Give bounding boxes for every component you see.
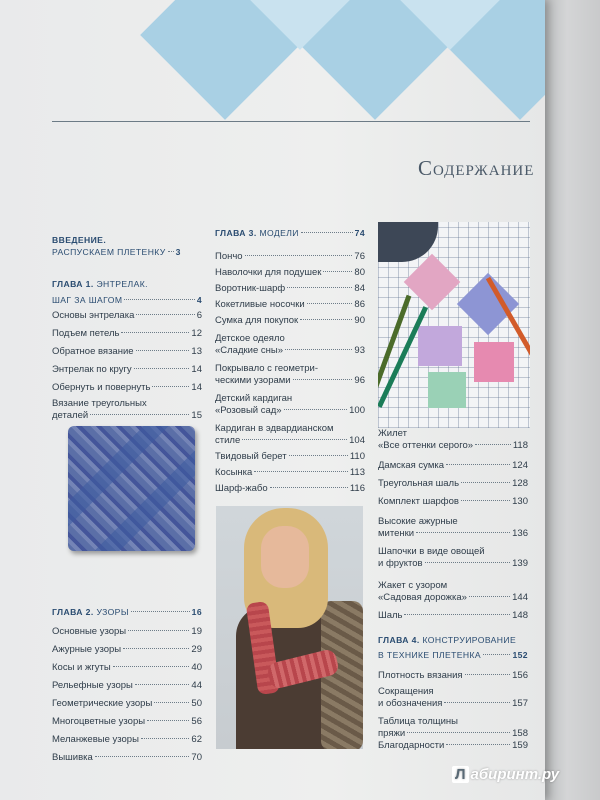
toc-entry: Плотность вязания 156 xyxy=(378,670,528,681)
ch3-item: Кокетливые носочки 86 xyxy=(215,299,365,310)
ch1-item: Обратное вязание 13 xyxy=(52,346,202,357)
toc-chapter-2: ГЛАВА 2. УЗОРЫ 16 xyxy=(52,607,202,617)
ch1-item: Основы энтрелака 6 xyxy=(52,310,202,321)
ch2-item: Косы и жгуты 40 xyxy=(52,662,202,673)
toc-entry: Таблица толщины пряжи 158 xyxy=(378,716,528,739)
ch2-item: Многоцветные узоры 56 xyxy=(52,716,202,727)
header-rule xyxy=(52,121,530,122)
toc-entry: Шаль 148 xyxy=(378,610,528,621)
ch2-item: Ажурные узоры 29 xyxy=(52,644,202,655)
ch3-item: Косынка 113 xyxy=(215,467,365,478)
ch3-item: Твидовый берет 110 xyxy=(215,451,365,462)
chart-pencils-image xyxy=(378,222,530,428)
ch1-item: Обернуть и повернуть 14 xyxy=(52,382,202,393)
ch3-item: Наволочки для подушек 80 xyxy=(215,267,365,278)
toc-entry: Благодарности 159 xyxy=(378,740,528,751)
page-title: Содержание xyxy=(418,156,535,180)
ch2-item: Основные узоры 19 xyxy=(52,626,202,637)
ch3-item: Воротник-шарф 84 xyxy=(215,283,365,294)
ch3-item: Покрывало с геометри- ческими узорами 96 xyxy=(215,363,365,386)
watermark-logo: Л абиринт.ру xyxy=(452,766,559,783)
ch2-item: Вышивка 70 xyxy=(52,752,202,763)
toc-entry: Жилет «Все оттенки серого» 118 xyxy=(378,428,528,451)
ch1-item: Вязание треугольных деталей 15 xyxy=(52,398,202,421)
toc-entry: Комплект шарфов 130 xyxy=(378,496,528,507)
ch2-item: Меланжевые узоры 62 xyxy=(52,734,202,745)
toc-entry: Дамская сумка 124 xyxy=(378,460,528,471)
toc-entry: Сокращения и обозначения 157 xyxy=(378,686,528,709)
toc-chapter-1: ГЛАВА 1. ЭНТРЕЛАК. ШАГ ЗА ШАГОМ 4 xyxy=(52,279,202,305)
ch2-item: Рельефные узоры 44 xyxy=(52,680,202,691)
ch1-item: Подъем петель 12 xyxy=(52,328,202,339)
ch3-item: Пончо 76 xyxy=(215,251,365,262)
ch3-item: Детский кардиган «Розовый сад» 100 xyxy=(215,393,365,416)
toc-entry: Треугольная шаль 128 xyxy=(378,478,528,489)
ch2-item: Геометрические узоры 50 xyxy=(52,698,202,709)
toc-entry: Шапочки в виде овощей и фруктов 139 xyxy=(378,546,528,569)
toc-entry: Высокие ажурные митенки 136 xyxy=(378,516,528,539)
toc-chapter-3: ГЛАВА 3. МОДЕЛИ 74 xyxy=(215,228,365,238)
toc-entry-intro: ВВЕДЕНИЕ. РАСПУСКАЕМ ПЛЕТЕНКУ 3 xyxy=(52,235,181,257)
ch3-item: Детское одеяло «Сладкие сны» 93 xyxy=(215,333,365,356)
ch3-item: Шарф-жабо 116 xyxy=(215,483,365,494)
ch3-item: Сумка для покупок 90 xyxy=(215,315,365,326)
toc-entry: Жакет с узором «Садовая дорожка» 144 xyxy=(378,580,528,603)
model-photo xyxy=(216,506,363,749)
ch3-item: Кардиган в эдвардианском стиле 104 xyxy=(215,423,365,446)
next-page-edge xyxy=(545,0,600,800)
toc-chapter-4: ГЛАВА 4. КОНСТРУИРОВАНИЕ В ТЕХНИКЕ ПЛЕТЕНКА 152 xyxy=(378,635,528,660)
entrelac-swatch-image xyxy=(68,426,195,551)
ch1-item: Энтрелак по кругу 14 xyxy=(52,364,202,375)
